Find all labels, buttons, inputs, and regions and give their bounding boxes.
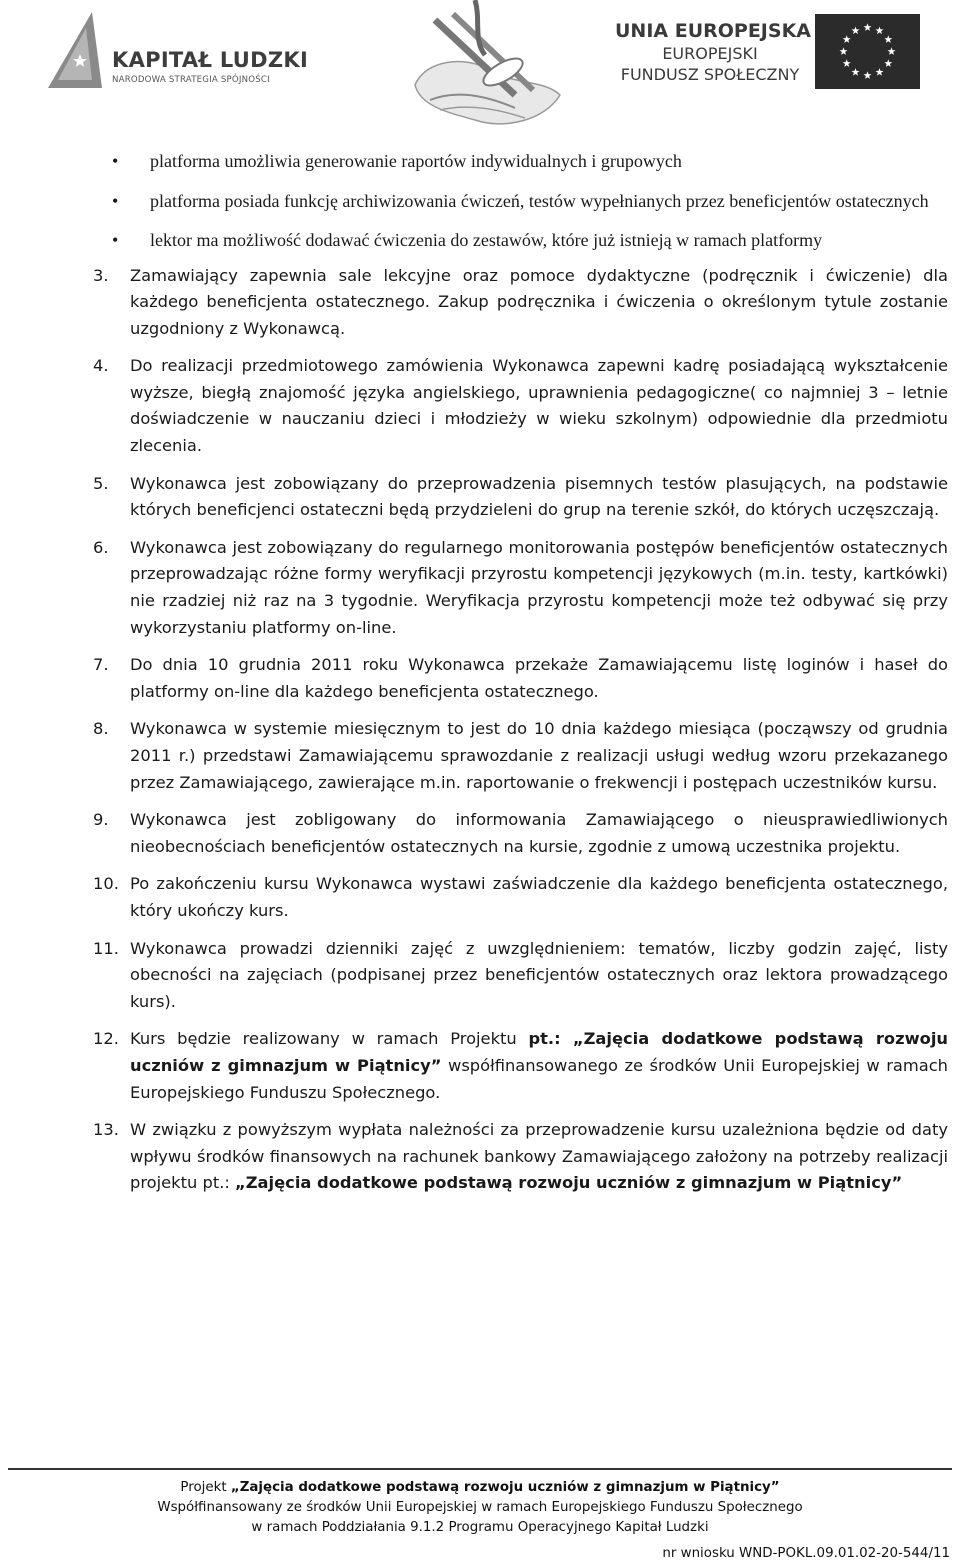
- footer-project-line: [0, 1478, 960, 1498]
- footer-project-title: „Zajęcia dodatkowe podstawą rozwoju uczniów z gimnazjum w Piątnicy”: [230, 1480, 780, 1495]
- application-number: nr wniosku WND-POKL.09.01.02-20-544/11: [662, 1546, 950, 1561]
- item-number: 8.: [93, 719, 109, 739]
- bullet-icon: •: [112, 230, 119, 250]
- numbered-item: [93, 871, 948, 924]
- bullet-icon: •: [112, 190, 119, 211]
- item-number: 11.: [93, 938, 119, 958]
- item-number: 7.: [93, 655, 109, 675]
- item-number: 12.: [93, 1029, 119, 1049]
- numbered-item: [93, 652, 948, 705]
- footer-cofinancing-line: Współfinansowany ze środków Unii Europejskiej w ramach Europejskiego Funduszu Społecznego: [157, 1500, 803, 1515]
- project-emblem-icon: [395, 0, 575, 135]
- numbered-item: [93, 807, 948, 860]
- bullet-text: lektor ma możliwość dodawać ćwiczenia do zestawów, które już istnieją w ramach platformy: [150, 230, 823, 250]
- item-text: Wykonawca w systemie miesięcznym to jest do 10 dnia każdego miesiąca (począwszy od grudnia 2011 r.) przedstawi Zamawiającemu sprawozdanie z realizacji usługi według wzoru przekazanego przez Zamawiającego, zawierające m.in. raportowanie o frekwencji i postępach uczestników kursu.: [130, 719, 948, 792]
- eu-union-title: UNIA EUROPEJSKA: [615, 20, 811, 42]
- eu-fund-line-2: EUROPEJSKI: [662, 44, 758, 63]
- item-number: 3.: [93, 265, 109, 285]
- kapital-ludzki-logo: [40, 10, 309, 90]
- item-number: 4.: [93, 356, 109, 376]
- bullet-text: platforma umożliwia generowanie raportów indywidualnych i grupowych: [150, 151, 682, 171]
- numbered-item: [93, 353, 948, 459]
- item-number: 13.: [93, 1120, 119, 1140]
- bullet-icon: •: [112, 151, 119, 171]
- item-text-pre: Kurs będzie realizowany w ramach Projektu: [130, 1029, 529, 1049]
- item-text: Po zakończeniu kursu Wykonawca wystawi zaświadczenie dla każdego beneficjenta ostatecznego, który ukończy kurs.: [130, 874, 948, 920]
- eu-fund-label: [615, 20, 811, 85]
- list-item: [108, 188, 948, 215]
- bullet-text: platforma posiada funkcję archiwizowania ćwiczeń, testów wypełnianych przez beneficjentów ostatecznych: [150, 190, 929, 211]
- numbered-item: [93, 1026, 948, 1106]
- footer-project-prefix: Projekt: [180, 1480, 231, 1495]
- eu-flag-icon: [815, 14, 920, 89]
- list-item: [108, 227, 948, 254]
- item-text: Zamawiający zapewnia sale lekcyjne oraz pomoce dydaktyczne (podręcznik i ćwiczenie) dla każdego beneficjenta ostatecznego. Zakup podręcznika i ćwiczenia o określonym tytule zostanie uzgodniony z Wykonawcą.: [130, 265, 948, 338]
- item-text: Wykonawca jest zobowiązany do regularnego monitorowania postępów beneficjentów ostatecznych przeprowadzając różne formy weryfikacji przyrostu kompetencji językowych (m.in. testy, kartkówki) nie rzadziej niż raz na 3 tygodnie. Weryfikacja przyrostu kompetencji może też odbywać się przy wykorzystaniu platformy on-line.: [130, 537, 948, 637]
- footer-programme-line: w ramach Poddziałania 9.1.2 Programu Operacyjnego Kapitał Ludzki: [251, 1520, 709, 1535]
- item-text-post: współfinansowanego ze środków Unii Europejskiej w ramach Europejskiego Funduszu Społecznego.: [130, 1055, 948, 1102]
- item-number: 10.: [93, 874, 119, 894]
- eu-fund-line-3: FUNDUSZ SPOŁECZNY: [620, 65, 800, 84]
- item-text: Wykonawca prowadzi dzienniki zajęć z uwzględnieniem: tematów, liczby godzin zajęć, listy obecności na zajęciach (podpisanej przez beneficjentów ostatecznych oraz lektora prowadzącego kurs).: [130, 938, 948, 1011]
- item-number: 9.: [93, 810, 109, 830]
- item-number: 6.: [93, 537, 109, 557]
- item-text: Do realizacji przedmiotowego zamówienia Wykonawca zapewni kadrę posiadającą wykształcenie wyższe, biegłą znajomość języka angielskiego, uprawnienia pedagogiczne( co najmniej 3 – letnie doświadczenie w nauczaniu dzieci i młodzieży w wieku szkolnym) odpowiednie dla przedmiotu zlecenia.: [130, 356, 948, 456]
- numbered-item: [93, 471, 948, 524]
- numbered-item: [93, 936, 948, 1016]
- numbered-item: [93, 1117, 948, 1197]
- project-title-bold: pt.: „Zajęcia dodatkowe podstawą rozwoju uczniów z gimnazjum w Piątnicy”: [130, 1029, 948, 1075]
- kapital-ludzki-emblem-icon: [40, 10, 110, 90]
- numbered-item: [93, 716, 948, 796]
- item-text-pre: W związku z powyższym wypłata należności za przeprowadzenie kursu uzależniona będzie od daty wpływu środków finansowych na rachunek bankowy Zamawiającego założony na potrzeby realizacji projektu pt.:: [130, 1120, 948, 1193]
- numbered-item: [93, 535, 948, 641]
- item-text: Do dnia 10 grudnia 2011 roku Wykonawca przekaże Zamawiającemu listę loginów i haseł do platformy on-line dla każdego beneficjenta ostatecznego.: [130, 655, 948, 701]
- project-title-bold: „Zajęcia dodatkowe podstawą rozwoju uczniów z gimnazjum w Piątnicy”: [235, 1173, 903, 1193]
- kapital-ludzki-title: KAPITAŁ LUDZKI: [112, 48, 309, 72]
- numbered-item: [93, 263, 948, 343]
- page-header: [0, 0, 960, 140]
- list-item: [108, 148, 948, 175]
- item-number: 5.: [93, 473, 109, 493]
- page-footer: [0, 1478, 960, 1538]
- item-text: Wykonawca jest zobligowany do informowania Zamawiającego o nieusprawiedliwionych nieobecnościach beneficjentów ostatecznych na kursie, zgodnie z umową uczestnika projektu.: [130, 810, 948, 856]
- footer-divider: [8, 1468, 952, 1470]
- document-body: [93, 148, 948, 1208]
- item-text: Wykonawca jest zobowiązany do przeprowadzenia pisemnych testów plasujących, na podstawie których beneficjenci ostateczni będą przydzieleni do grup na terenie szkół, do których uczęszczają.: [130, 473, 948, 520]
- kapital-ludzki-subtitle: NARODOWA STRATEGIA SPÓJNOŚCI: [112, 75, 270, 85]
